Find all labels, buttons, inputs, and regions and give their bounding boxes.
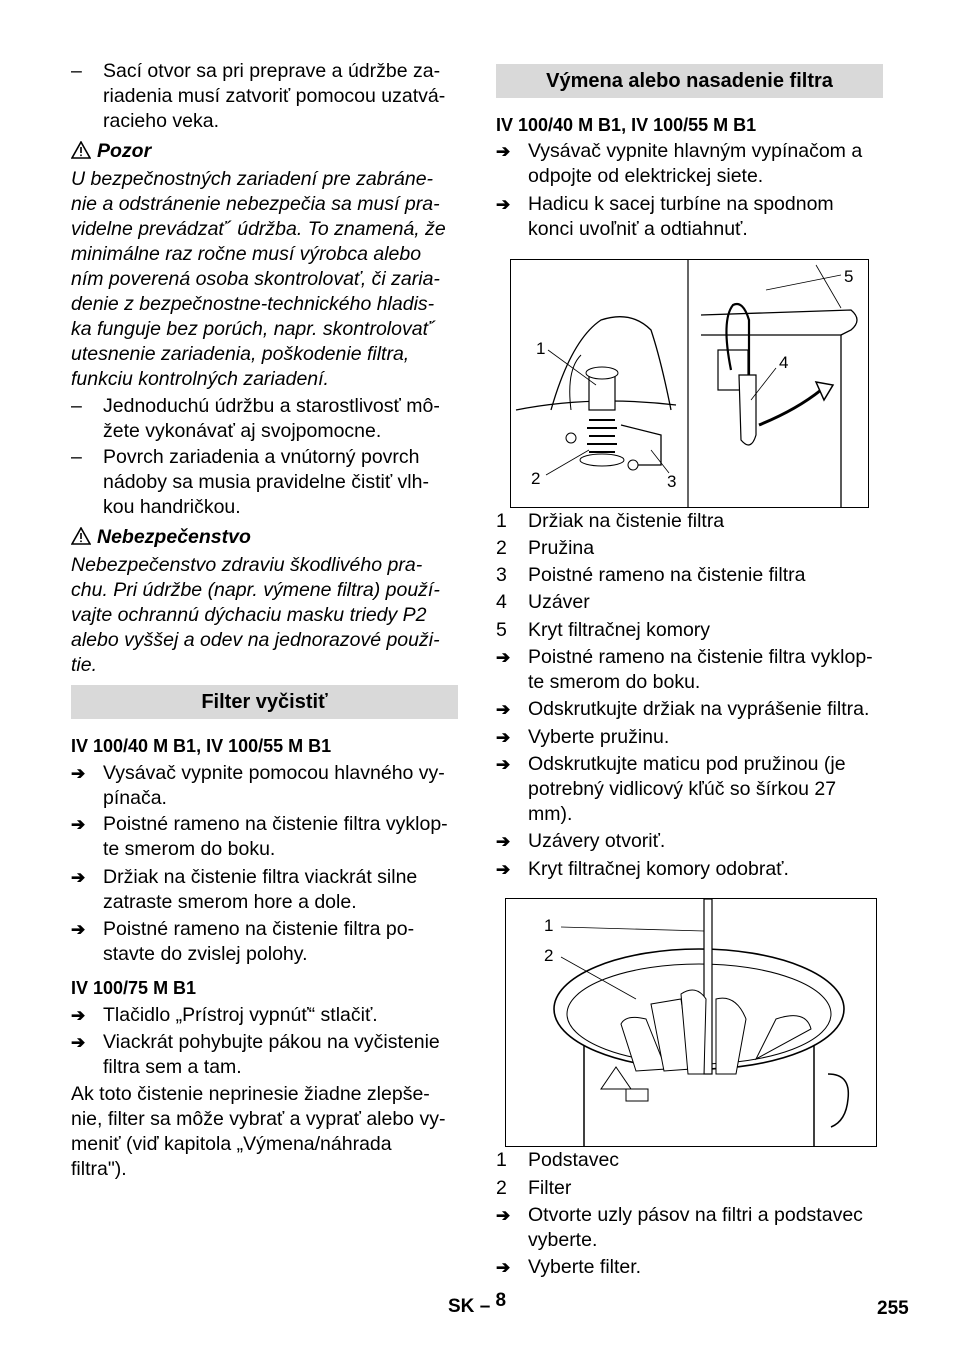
warning-triangle-icon	[71, 141, 91, 159]
arrow-icon: ➔	[71, 815, 86, 834]
model-heading: IV 100/75 M B1	[71, 978, 197, 998]
arrow-icon: ➔	[71, 1006, 86, 1025]
section-heading: Filter vyčistiť	[71, 685, 458, 719]
figure-label: 3	[667, 472, 677, 491]
figure-label: 4	[779, 353, 789, 372]
figure-label: 1	[544, 916, 554, 935]
figure-label: 2	[531, 469, 541, 488]
dash-bullet: –	[71, 395, 82, 417]
page-number: 255	[877, 1298, 909, 1319]
warning-triangle-icon	[71, 527, 91, 545]
model-heading: IV 100/40 M B1, IV 100/55 M B1	[71, 736, 332, 756]
figure-label: 2	[544, 946, 554, 965]
arrow-icon: ➔	[71, 1033, 86, 1052]
filter-container-figure	[505, 898, 877, 1147]
dash-bullet: –	[71, 446, 82, 468]
filter-cleaning-illustration	[511, 260, 868, 507]
arrow-icon: ➔	[71, 920, 86, 939]
arrow-icon: ➔	[496, 860, 511, 879]
figure-label: 1	[536, 339, 546, 358]
figure-label: 5	[844, 267, 854, 286]
arrow-icon: ➔	[496, 728, 511, 747]
danger-heading: Nebezpečenstvo	[71, 525, 458, 550]
arrow-icon: ➔	[496, 755, 511, 774]
arrow-icon: ➔	[496, 195, 511, 214]
page-footer-language: SK – 8	[448, 1290, 507, 1317]
model-heading: IV 100/40 M B1, IV 100/55 M B1	[496, 115, 757, 135]
caution-heading: Pozor	[71, 139, 458, 164]
arrow-icon: ➔	[71, 868, 86, 887]
arrow-icon: ➔	[496, 1206, 511, 1225]
dash-bullet: –	[71, 60, 82, 82]
arrow-icon: ➔	[496, 1258, 511, 1277]
arrow-icon: ➔	[496, 142, 511, 161]
filter-cleaning-figure	[510, 259, 869, 508]
arrow-icon: ➔	[496, 832, 511, 851]
section-heading: Výmena alebo nasadenie filtra	[496, 64, 883, 98]
arrow-icon: ➔	[496, 648, 511, 667]
arrow-icon: ➔	[71, 764, 86, 783]
filter-container-illustration	[506, 899, 876, 1146]
arrow-icon: ➔	[496, 700, 511, 719]
